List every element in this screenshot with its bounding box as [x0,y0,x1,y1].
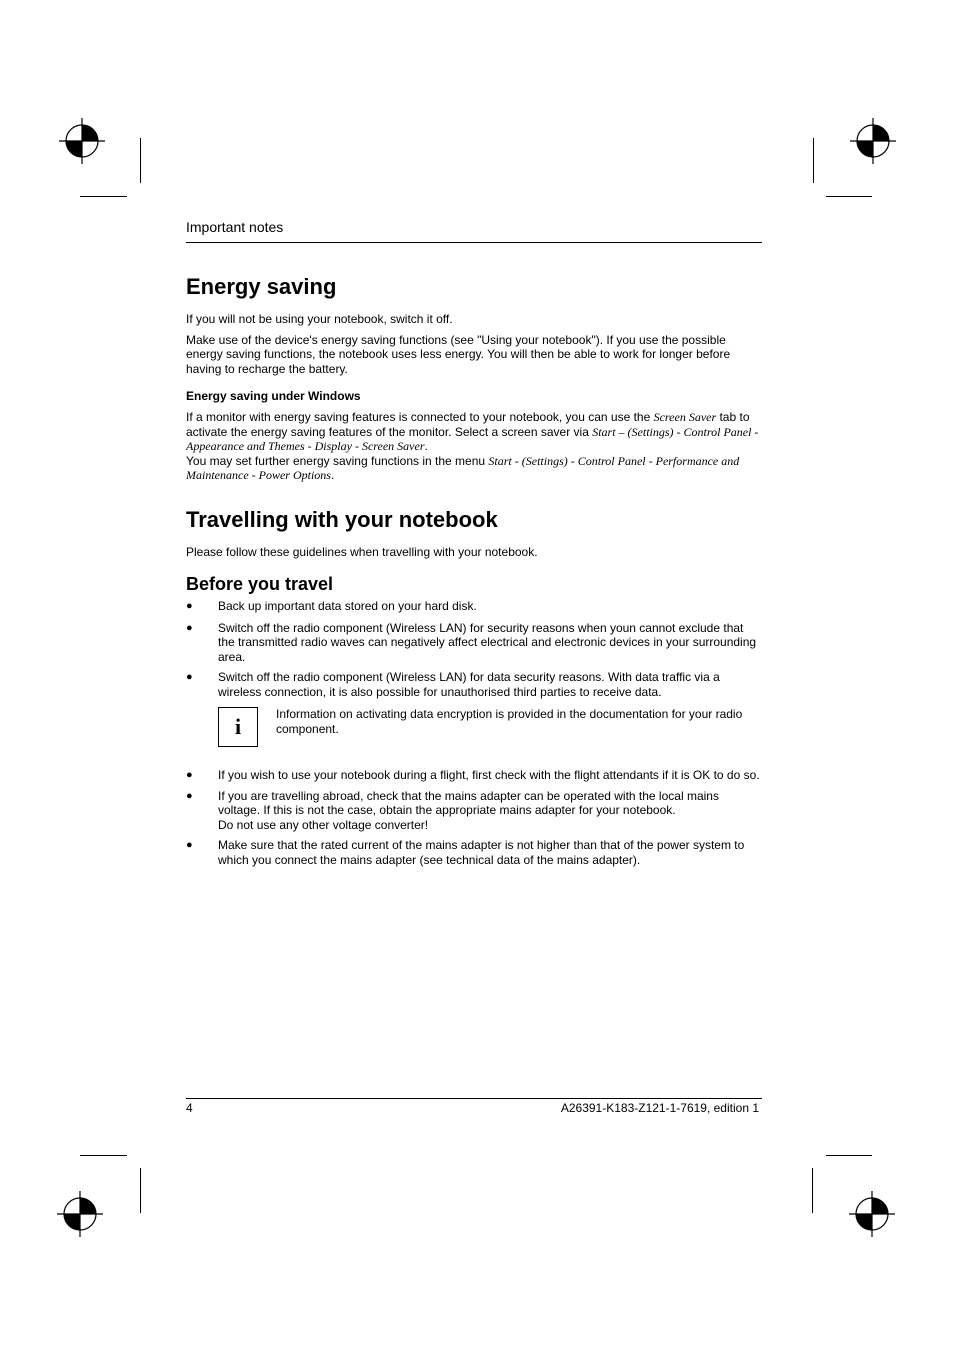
bullet-icon: ● [186,769,193,781]
info-note-text: Information on activating data encryption is provided in the documentation for your radio component. [276,707,743,736]
registration-mark-icon [55,1189,105,1239]
bullet-icon: ● [186,621,193,634]
paragraph: If you will not be using your notebook, switch it off. [186,312,453,326]
page-content [186,272,761,867]
bullet-icon: ● [186,600,193,612]
info-icon: i [218,707,258,747]
section-title-travelling: Travelling with your notebook [186,506,498,532]
text-run: . [424,439,428,453]
paragraph-windows-energy [186,410,761,454]
list-item-text: Back up important data stored on your hard disk. [218,599,477,613]
text-run: . [330,468,335,482]
paragraph: Make use of the device's energy saving functions (see "Using your notebook"). If you use the possible energy saving functions, the notebook uses less energy. You will then be able to work for longer before having to recharge the battery. [186,332,731,376]
paragraph-power-options [186,454,761,483]
footer-rule [186,1098,762,1099]
text-run: If a monitor with energy saving features is connected to your notebook, you can use the [186,410,654,424]
document-id: A26391-K183-Z121-1-7619, edition 1 [560,1101,759,1115]
paragraph: Please follow these guidelines when travelling with your notebook. [186,544,538,559]
list-item-text: Switch off the radio component (Wireless LAN) for data security reasons. With data traffic via a wireless connection, it is also possible for unauthorised third parties to receive data. [218,670,720,699]
list-item-text: If you wish to use your notebook during a flight, first check with the flight attendants if it is OK to do so. [218,768,760,782]
registration-mark-icon [57,116,107,166]
bullet-icon: ● [186,671,193,683]
list-item [186,789,761,833]
crop-mark [813,138,814,183]
list-item [186,838,761,867]
list-item [186,599,761,614]
list-item-text: Do not use any other voltage converter! [218,817,429,832]
list-item [186,621,761,665]
crop-mark [826,1155,872,1156]
bullet-list [186,599,761,699]
crop-mark [80,1155,127,1156]
bullet-icon: ● [186,789,193,802]
running-header: Important notes [186,219,284,235]
page-number: 4 [186,1101,193,1115]
section-title-energy-saving: Energy saving [186,274,337,299]
list-item-text: If you are travelling abroad, check that the mains adapter can be operated with the local mains voltage. If this is not the case, obtain the appropriate mains adapter for your notebook. [218,788,719,817]
list-item [186,768,761,783]
bullet-icon: ● [186,839,193,851]
menu-path: Start - (Settings) - Control Panel - Performance and Maintenance - Power Options [186,453,740,482]
menu-path: Screen Saver [653,410,717,424]
list-item [186,670,761,699]
crop-mark [826,196,872,197]
header-rule [186,242,762,243]
menu-path: Start – (Settings) - Control Panel - Appearance and Themes - Display - Screen Saver [186,424,759,453]
crop-mark [80,196,127,197]
bullet-list [186,768,761,867]
text-run: tab to activate the energy saving features of the monitor. Select a screen saver via [186,410,750,439]
text-run: You may set further energy saving functions in the menu [186,453,489,468]
list-item-text: Switch off the radio component (Wireless LAN) for security reasons when youn cannot exclude that the transmitted radio waves can negatively affect electrical and electronic devices in your surrounding area. [218,620,757,664]
registration-mark-icon [847,1189,897,1239]
subsection-title-energy-windows: Energy saving under Windows [186,389,361,403]
info-note [186,707,761,751]
registration-mark-icon [848,116,898,166]
subsection-title-before-travel: Before you travel [186,574,334,594]
crop-mark [140,138,141,183]
list-item-text: Make sure that the rated current of the mains adapter is not higher than that of the power system to which you connect the mains adapter (see technical data of the mains adapter). [218,838,745,867]
crop-mark [140,1168,141,1213]
crop-mark [812,1168,813,1213]
